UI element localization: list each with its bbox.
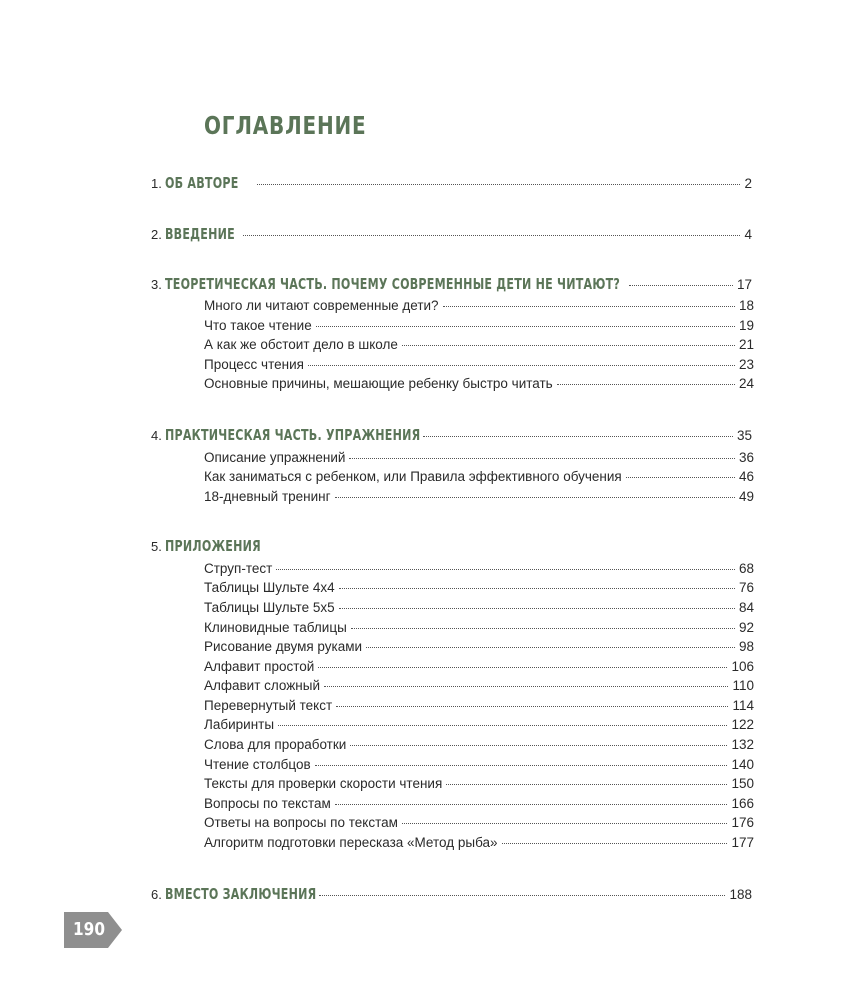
toc-item[interactable] (204, 796, 754, 811)
toc-item[interactable] (204, 450, 754, 465)
item-label: Много ли читают современные дети? (204, 298, 439, 313)
section-title: ПРИЛОЖЕНИЯ (164, 537, 261, 555)
leader-dots (502, 843, 728, 844)
item-label: Вопросы по текстам (204, 796, 331, 811)
item-page: 46 (738, 469, 754, 484)
item-page: 110 (732, 678, 754, 693)
item-label: Как заниматься с ребенком, или Правила эффективного обучения (204, 469, 622, 484)
item-page: 122 (731, 717, 754, 732)
item-page: 177 (731, 835, 754, 850)
toc-item[interactable] (204, 600, 754, 615)
item-page: 24 (738, 376, 754, 391)
toc-item[interactable] (204, 659, 754, 674)
toc-title: ОГЛАВЛЕНИЕ (204, 111, 367, 140)
page-number: 190 (73, 919, 105, 940)
item-label: Таблицы Шульте 4х4 (204, 580, 335, 595)
leader-dots (339, 588, 735, 589)
page-number-badge (64, 912, 122, 948)
item-page: 19 (738, 318, 754, 333)
section-title: ОБ АВТОРЕ (164, 174, 239, 192)
toc-item[interactable] (204, 815, 754, 830)
section-title: ПРАКТИЧЕСКАЯ ЧАСТЬ. УПРАЖНЕНИЯ (164, 426, 421, 444)
item-label: Процесс чтения (204, 357, 304, 372)
leader-dots (402, 345, 735, 346)
toc-item[interactable] (204, 678, 754, 693)
section-number: 4. (151, 428, 162, 443)
item-label: Описание упражнений (204, 450, 346, 465)
item-page: 92 (738, 620, 754, 635)
section-title: ВМЕСТО ЗАКЛЮЧЕНИЯ (164, 885, 317, 903)
item-label: А как же обстоит дело в школе (204, 337, 398, 352)
item-page: 76 (738, 580, 754, 595)
item-label: Слова для проработки (204, 737, 347, 752)
leader-dots (319, 895, 726, 896)
leader-dots (315, 765, 728, 766)
leader-dots (324, 686, 728, 687)
section-number: 5. (151, 539, 162, 554)
item-label: Таблицы Шульте 5х5 (204, 600, 335, 615)
leader-dots (276, 569, 735, 570)
toc-item[interactable] (204, 776, 754, 791)
leader-dots (339, 608, 735, 609)
item-page: 176 (731, 815, 754, 830)
leader-dots (349, 458, 734, 459)
toc-item[interactable] (204, 469, 754, 484)
toc-item[interactable] (204, 698, 754, 713)
section-page: 4 (744, 227, 752, 242)
leader-dots (557, 384, 735, 385)
section-page: 17 (736, 277, 752, 292)
toc-item[interactable] (204, 318, 754, 333)
leader-dots (351, 628, 735, 629)
leader-dots (278, 725, 727, 726)
leader-dots (402, 823, 728, 824)
section-page: 188 (729, 887, 752, 902)
leader-dots (308, 365, 735, 366)
toc-item[interactable] (204, 639, 754, 654)
section-page: 2 (744, 176, 752, 191)
toc-section-1[interactable] (151, 174, 752, 192)
toc-item[interactable] (204, 298, 754, 313)
leader-dots (257, 184, 741, 185)
section-number: 2. (151, 227, 162, 242)
toc-item[interactable] (204, 717, 754, 732)
toc-section-6[interactable] (151, 885, 752, 903)
item-label: Алфавит простой (204, 659, 315, 674)
item-page: 68 (738, 561, 754, 576)
item-page: 150 (731, 776, 754, 791)
item-label: Тексты для проверки скорости чтения (204, 776, 443, 791)
toc-section-5[interactable] (151, 537, 752, 555)
item-label: Струп-тест (204, 561, 273, 576)
item-page: 132 (731, 737, 754, 752)
section-number: 1. (151, 176, 162, 191)
item-page: 106 (731, 659, 754, 674)
leader-dots (243, 235, 741, 236)
leader-dots (626, 477, 735, 478)
toc-item[interactable] (204, 561, 754, 576)
toc-item[interactable] (204, 357, 754, 372)
item-page: 18 (738, 298, 754, 313)
leader-dots (350, 745, 727, 746)
leader-dots (336, 706, 728, 707)
item-page: 114 (732, 698, 754, 713)
item-label: Алгоритм подготовки пересказа «Метод рыба» (204, 835, 498, 850)
item-label: Ответы на вопросы по текстам (204, 815, 398, 830)
toc-item[interactable] (204, 835, 754, 850)
leader-dots (446, 784, 727, 785)
leader-dots (316, 326, 735, 327)
item-label: 18-дневный тренинг (204, 489, 331, 504)
section-page: 35 (736, 428, 752, 443)
section-number: 3. (151, 277, 162, 292)
leader-dots (366, 647, 735, 648)
item-label: Что такое чтение (204, 318, 312, 333)
item-page: 49 (738, 489, 754, 504)
item-page: 166 (731, 796, 754, 811)
toc-item[interactable] (204, 757, 754, 772)
item-page: 140 (731, 757, 754, 772)
toc-item[interactable] (204, 737, 754, 752)
toc-item[interactable] (204, 489, 754, 504)
item-label: Лабиринты (204, 717, 275, 732)
item-label: Клиновидные таблицы (204, 620, 347, 635)
leader-dots (443, 306, 735, 307)
section-number: 6. (151, 887, 162, 902)
toc-section-3[interactable] (151, 275, 752, 293)
toc-section-2[interactable] (151, 225, 752, 243)
item-page: 21 (738, 337, 754, 352)
leader-dots (335, 497, 735, 498)
leader-dots (629, 285, 733, 286)
leader-dots (423, 436, 733, 437)
item-label: Перевернутый текст (204, 698, 333, 713)
toc-item[interactable] (204, 376, 754, 391)
leader-dots (335, 804, 728, 805)
toc-section-4[interactable] (151, 426, 752, 444)
leader-dots (318, 667, 727, 668)
item-page: 36 (738, 450, 754, 465)
item-page: 98 (738, 639, 754, 654)
item-page: 84 (738, 600, 754, 615)
item-label: Чтение столбцов (204, 757, 311, 772)
toc-item[interactable] (204, 620, 754, 635)
item-label: Рисование двумя руками (204, 639, 363, 654)
section-title: ТЕОРЕТИЧЕСКАЯ ЧАСТЬ. ПОЧЕМУ СОВРЕМЕННЫЕ ДЕТИ НЕ ЧИТАЮТ? (164, 275, 620, 293)
toc-item[interactable] (204, 337, 754, 352)
item-label: Алфавит сложный (204, 678, 321, 693)
toc-item[interactable] (204, 580, 754, 595)
item-label: Основные причины, мешающие ребенку быстро читать (204, 376, 553, 391)
section-title: ВВЕДЕНИЕ (164, 225, 235, 243)
item-page: 23 (738, 357, 754, 372)
